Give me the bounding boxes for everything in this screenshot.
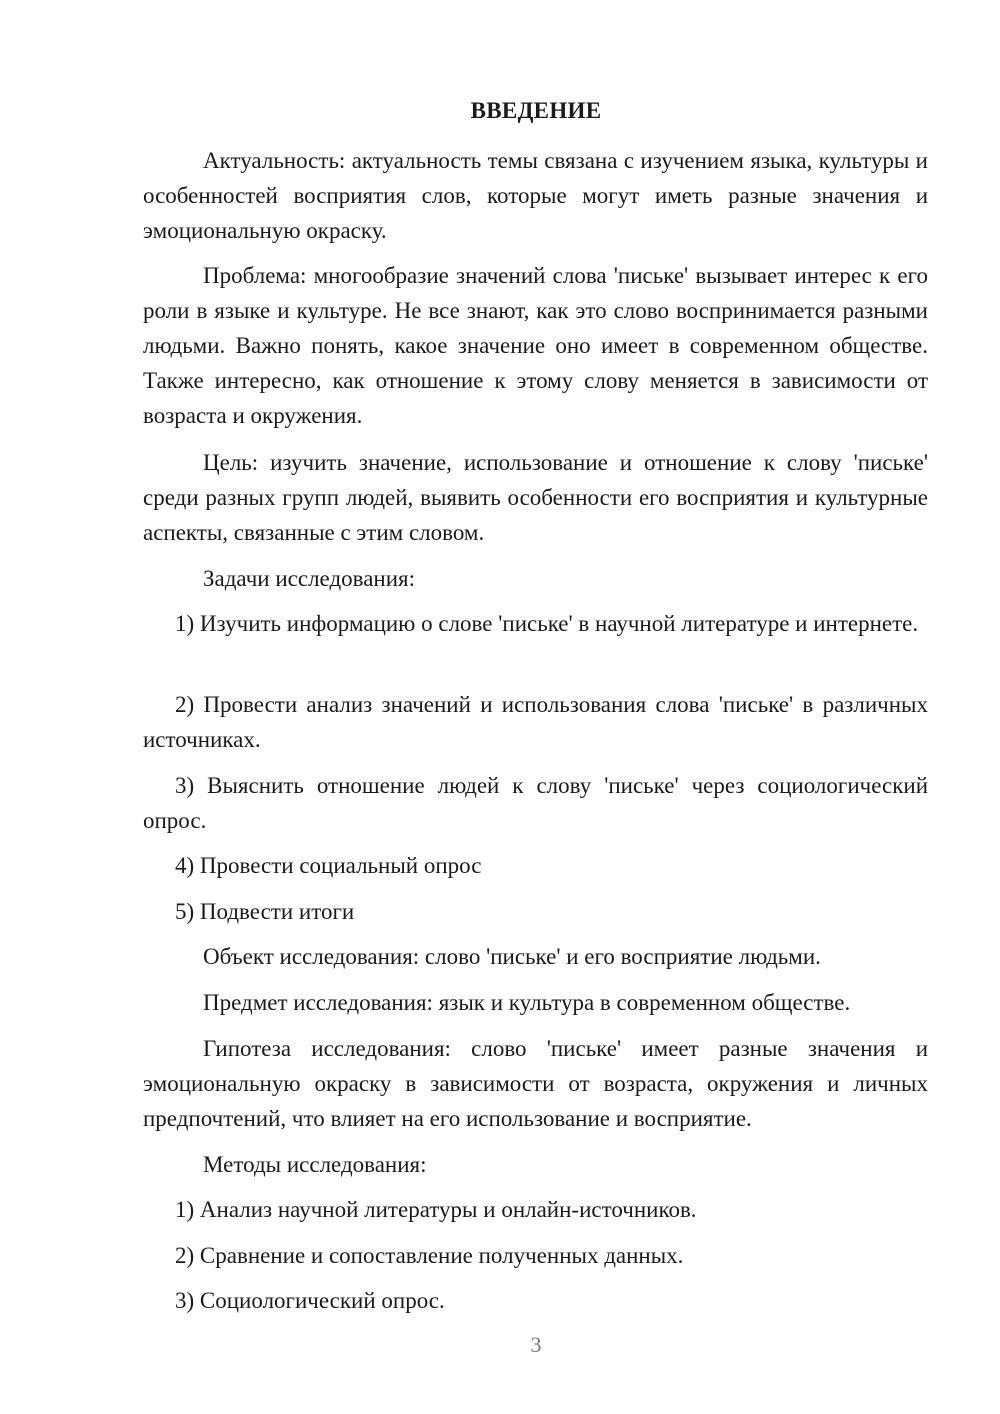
page-title: ВВЕДЕНИЕ	[470, 98, 602, 123]
methods-heading: Методы исследования:	[203, 1152, 427, 1177]
task-item: 4) Провести социальный опрос	[175, 853, 482, 878]
method-item: 3) Социологический опрос.	[175, 1288, 445, 1313]
object-paragraph: Объект исследования: слово 'письке' и его восприятие людьми.	[203, 944, 821, 969]
problem-paragraph: Проблема: многообразие значений слова 'письке' вызывает интерес к его роли в языке и культуре. Не все знают, как это слово воспринимается разными людьми. Важно понять, какое значение оно имеет в современном обществе. Также интересно, как отношение к этому слову меняется в зависимости от возраста и окружения.	[143, 263, 928, 428]
tasks-heading: Задачи исследования:	[203, 566, 416, 591]
hypothesis-paragraph: Гипотеза исследования: слово 'письке' имеет разные значения и эмоциональную окраску в зависимости от возраста, окружения и личных предпочтений, что влияет на его использование и восприятие.	[143, 1036, 928, 1131]
task-item: 2) Провести анализ значений и использования слова 'письке' в различных источниках.	[143, 692, 928, 752]
subject-paragraph: Предмет исследования: язык и культура в современном обществе.	[203, 990, 851, 1015]
goal-paragraph: Цель: изучить значение, использование и отношение к слову 'письке' среди разных групп людей, выявить особенности его восприятия и культурные аспекты, связанные с этим словом.	[143, 450, 928, 545]
method-item: 2) Сравнение и сопоставление полученных данных.	[175, 1243, 684, 1268]
task-item: 3) Выяснить отношение людей к слову 'письке' через социологический опрос.	[143, 773, 928, 833]
page-number: 3	[530, 1332, 542, 1357]
task-item: 1) Изучить информацию о слове 'письке' в научной литературе и интернете.	[175, 611, 919, 636]
task-item: 5) Подвести итоги	[175, 899, 355, 924]
method-item: 1) Анализ научной литературы и онлайн-источников.	[175, 1197, 697, 1222]
relevance-paragraph: Актуальность: актуальность темы связана с изучением языка, культуры и особенностей восприятия слов, которые могут иметь разные значения и эмоциональную окраску.	[143, 148, 928, 243]
